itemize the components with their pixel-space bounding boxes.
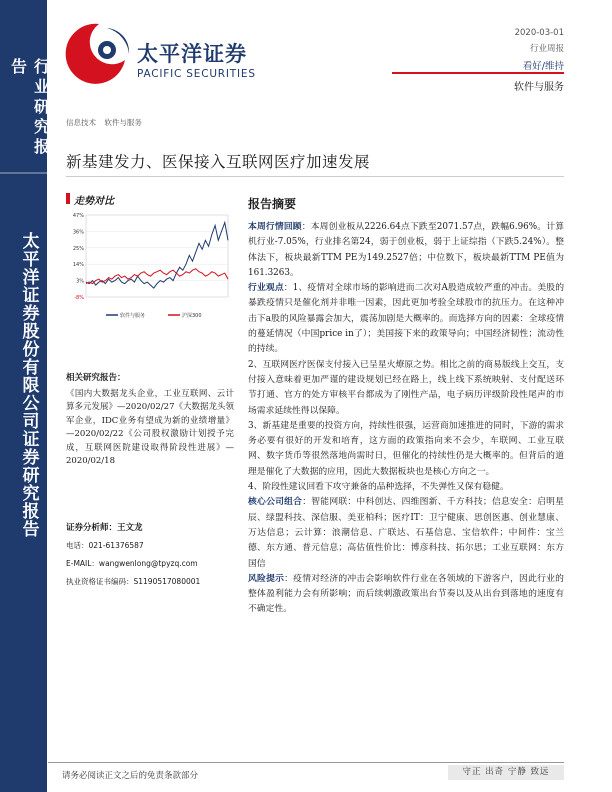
summary-paragraph [248,220,564,281]
chart-frame [86,215,228,297]
footer-disclaimer: 请务必阅读正文之后的免责条款部分 [62,771,199,781]
footer-rule [48,762,564,763]
header-red-rule [392,72,564,74]
logo-name-en: PACIFIC SECURITIES [137,68,256,80]
summary-paragraph [248,572,564,618]
related-body: 《国内大数据龙头企业，工业互联网、云计算多元发展》—2020/02/27《大数据龙头领军企业，IDC业务有望成为新的业绩增量》—2020/02/22《公司股权激励计划授予完成，互联网医院建设取得阶段性进展》—2020/02/18 [66,388,234,466]
analyst-name: 证券分析师：王文龙 [66,523,143,533]
summary-text: ：智能网联：中科创达、四维图新、千方科技；信息安全：启明星辰、绿盟科技、深信服、美亚柏科；医疗IT：卫宁健康、思创医惠、创业慧康、万达信息；云计算：浪潮信息、广联达、石基信息、宝信软件；中间件：宝兰德、东方通、普元信息；高估值性价比：博彦科技、拓尔思；工业互联网：东方国信 [248,497,564,569]
summary-body [248,220,564,618]
sidebar-company-label: 太平洋证券股份有限公司证券研究报告 [18,232,39,538]
related-research [66,372,234,469]
breadcrumb-item: 信息技术 [66,118,96,127]
rating-badge: 看好/维持 [522,61,564,72]
summary-paragraph: 2、互联网医疗医保支付接入已呈星火燎原之势。相比之前的商易版线上交互，支付接入意味着更加严谨的建设规划已经在路上，线上线下系统映射、支付配送环节打通、官方的处方审核平台都成为了刚性产品，电子病历评级阶段性尾声的市场需求延续性得以保障。 [248,359,564,416]
analyst-info [66,519,234,591]
title-divider [66,176,564,177]
chart-y-tick-label: 36% [72,229,84,236]
summary-label: 风险提示 [248,573,285,584]
summary-text: ：本周创业板从2226.64点下跌至2071.57点，跌幅6.96%。计算机行业-7.05%，行业排名第24，弱于创业板，弱于上证综指（下跌5.24%）。整体法下，板块最新TTM PE为149.2527倍；中位数下，板块最新TTM PE值为161.3263。 [248,222,564,278]
chart-heading: 走势对比 [74,196,114,207]
summary-heading: 报告摘要 [248,197,297,211]
chart-y-tick-label: 47% [72,213,84,219]
analyst-email[interactable]: E-MAIL：wangwenlong@tpyzq.com [66,559,198,568]
summary-paragraph: 3、新基建是重要的投资方向，持续性很强，运营商加速推进的同时，下游的需求务必要有很好的开发和培育，这方面的政策指向来不会少，车联网、工业互联网、数字货币等很然落地尚需时日，但催化的持续性仍是大概率的。但背后的道理是催化了大数据的应用，因此大数据板块也是核心方向之一。 [248,420,564,477]
summary-paragraph [248,281,564,357]
sidebar-divider [0,172,47,174]
summary-label: 核心公司组合 [248,497,303,508]
summary-paragraph: 4、阶段性建议回看下攻守兼备的品种选择，不失弹性又保有稳健。 [248,482,509,493]
trend-comparison-chart [66,209,234,329]
breadcrumb [66,117,148,128]
logo-name-cn: 太平洋证券 [137,42,247,66]
chart-y-tick-label: -8% [74,295,84,301]
chart-legend-label: 软件与服务 [120,313,146,319]
report-type: 行业周报 [529,44,564,54]
summary-paragraph [248,495,564,571]
chart-legend-label: 沪深300 [182,313,202,319]
report-title: 新基建发力、医保接入互联网医疗加速发展 [66,153,371,171]
sector-label: 软件与服务 [514,82,564,93]
related-heading: 相关研究报告： [66,373,126,383]
summary-label: 本周行情回顾 [248,222,302,232]
summary-text: ：疫情对经济的冲击会影响软件行业在各领域的下游客户，因此行业的整体盈利能力会有所影响；而后续刺激政策出台节奏以及从出台到落地的速度有不确定性。 [248,573,564,615]
footer-motto: 守正 出奇 宁静 致远 [448,765,564,780]
chart-y-tick-label: 25% [72,245,84,252]
chart-heading-marker [66,193,70,204]
analyst-phone: 电话：021-61376587 [66,541,144,550]
sidebar-report-category: 行业研究报告 [8,58,51,158]
chart-y-tick-label: 14% [72,262,84,269]
summary-text: ：1、疫情对全球市场的影响进而二次对A股造成较严重的冲击。美股的暴跌疫情只是催化剂并非唯一因素，因此更加考验全球股市的抗压力。在这种冲击下a股的风险暴露会加大，震荡加剧是大概率的。而选择方向的因素：全球疫情的蔓延情况（中国price in了）；美国接下来的政策导向；中国经济韧性；流动性的持续。 [248,283,564,355]
report-date: 2020-03-01 [514,28,564,38]
chart-y-tick-label: 3% [76,278,84,285]
breadcrumb-item: 软件与服务 [104,118,142,127]
analyst-license: 执业资格证书编码：S1190517080001 [66,577,201,586]
summary-label: 行业观点 [248,283,284,294]
